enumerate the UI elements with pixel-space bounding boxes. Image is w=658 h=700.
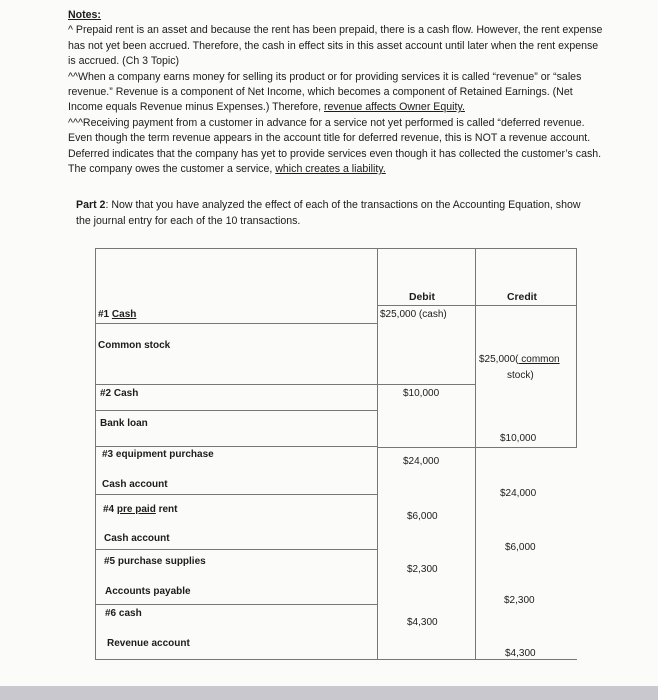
part2-instructions: Part 2: Now that you have analyzed the effect of each of the transactions on the Accounting Equation, show the journal entry for each of the 10 transactions. — [76, 199, 581, 227]
row-line — [95, 410, 377, 411]
notes-section — [68, 8, 608, 177]
entry6-debit-amount: $4,300 — [407, 617, 438, 628]
row-line — [95, 494, 377, 495]
table-border-bottom — [95, 659, 577, 660]
entry6-credit-amount: $4,300 — [505, 648, 536, 659]
notes-title: Notes: — [68, 9, 101, 21]
row-line — [377, 447, 577, 448]
row-line — [95, 323, 377, 324]
notes-deferred-revenue: ^^^Receiving payment from a customer in advance for a service not yet performed is called “deferred revenue. Even though the term revenue appears in the account title for deferred revenue, this is NOT a revenue account. Deferred indicates that the company has yet to provide services even though it has collected the customer’s cash. The company owes the customer a service, which creates a liability. — [68, 116, 602, 176]
entry4-debit-account: #4 pre paid rent — [103, 504, 178, 515]
bottom-strip — [0, 686, 658, 700]
entry3-debit-account: #3 equipment purchase — [102, 449, 214, 460]
entry2-debit-amount: $10,000 — [403, 388, 440, 399]
credit-header: Credit — [507, 292, 538, 303]
entry1-credit-account: Common stock — [98, 340, 171, 351]
entry1-credit-amount: $25,000( common — [479, 354, 560, 365]
row-line — [95, 446, 377, 447]
entry1-credit-amount-cont: stock) — [507, 370, 534, 381]
debit-header: Debit — [409, 292, 435, 303]
entry4-debit-amount: $6,000 — [407, 511, 438, 522]
entry3-credit-account: Cash account — [102, 479, 168, 490]
entry5-debit-amount: $2,300 — [407, 564, 438, 575]
entry6-credit-account: Revenue account — [107, 638, 190, 649]
entry2-debit-account: #2 Cash — [100, 388, 139, 399]
table-border-left — [95, 248, 96, 660]
notes-prepaid-rent: ^ Prepaid rent is an asset and because the rent has been prepaid, there is a cash flow. However, the rent expense has not yet been accrued. Therefore, the cash in effect sits in this asset account until later when the rent expense is accrued. (Ch 3 Topic) — [68, 24, 603, 68]
table-divider-credit — [475, 248, 476, 660]
entry5-credit-account: Accounts payable — [105, 586, 191, 597]
row-line — [95, 384, 475, 385]
entry4-credit-account: Cash account — [104, 533, 170, 544]
entry6-debit-account: #6 cash — [105, 608, 142, 619]
entry1-debit-amount: $25,000 (cash) — [380, 309, 447, 320]
entry2-credit-account: Bank loan — [100, 418, 148, 429]
entry3-debit-amount: $24,000 — [403, 456, 440, 467]
entry1-debit-account: #1 Cash — [98, 309, 137, 320]
table-border-right — [576, 248, 577, 448]
row-line — [377, 305, 577, 306]
row-line — [95, 549, 377, 550]
notes-revenue: ^^When a company earns money for selling its product or for providing services it is called “revenue” or “sales revenue.” Revenue is a component of Net Income, which becomes a component of Retained Earnings. (Net Income equals Revenue minus Expenses.) Therefore, revenue affects Owner Equity. — [68, 70, 582, 114]
table-border-top — [95, 248, 577, 249]
entry4-credit-amount: $6,000 — [505, 542, 536, 553]
entry3-credit-amount: $24,000 — [500, 488, 537, 499]
table-divider-debit — [377, 248, 378, 660]
entry5-debit-account: #5 purchase supplies — [104, 556, 206, 567]
row-line — [95, 604, 377, 605]
journal-table — [95, 248, 577, 660]
entry5-credit-amount: $2,300 — [504, 595, 535, 606]
entry2-credit-amount: $10,000 — [500, 433, 537, 444]
